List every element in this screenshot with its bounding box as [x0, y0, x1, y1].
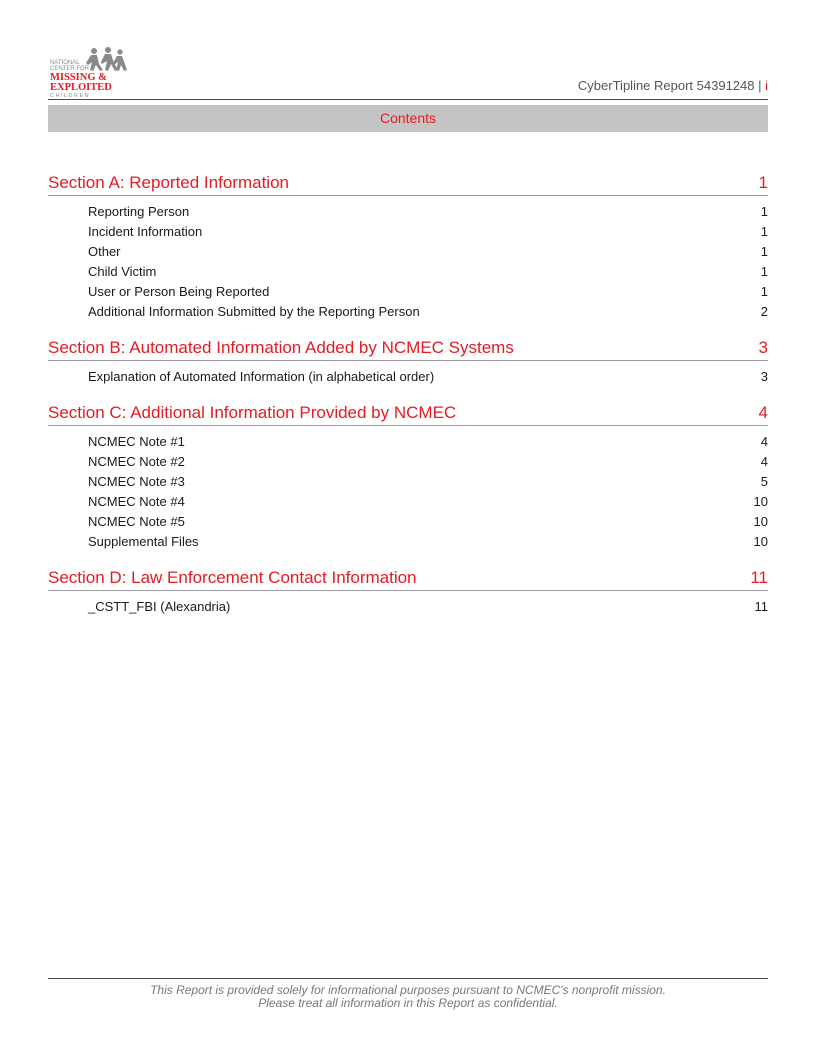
- entry-page: 1: [760, 244, 768, 259]
- toc-entry[interactable]: [48, 532, 768, 552]
- toc-entry[interactable]: [48, 242, 768, 262]
- entry-label: Additional Information Submitted by the Reporting Person: [88, 304, 420, 319]
- section-title: Section D: Law Enforcement Contact Information: [48, 568, 417, 587]
- entry-page: 4: [760, 434, 768, 449]
- header-divider: [48, 99, 768, 100]
- report-id: [578, 78, 768, 93]
- toc-section-heading[interactable]: [48, 172, 768, 196]
- entry-label: NCMEC Note #5: [88, 514, 185, 529]
- section-title: Section B: Automated Information Added by NCMEC Systems: [48, 338, 514, 357]
- entry-page: 1: [760, 264, 768, 279]
- section-page: 11: [750, 568, 768, 587]
- toc-entry[interactable]: [48, 262, 768, 282]
- toc-section-a: [48, 172, 768, 322]
- entry-page: 1: [760, 224, 768, 239]
- toc-entry[interactable]: [48, 202, 768, 222]
- entry-label: Reporting Person: [88, 204, 190, 219]
- section-title: Section A: Reported Information: [48, 173, 289, 192]
- toc-entry[interactable]: [48, 512, 768, 532]
- toc-section-d: [48, 567, 768, 617]
- section-page: 1: [758, 173, 768, 192]
- toc-section-b: [48, 337, 768, 387]
- logo-line-national: NATIONAL: [50, 60, 80, 66]
- toc-entry[interactable]: [48, 452, 768, 472]
- logo-line-children: C H I L D R E N: [50, 93, 89, 99]
- footer-disclaimer: [48, 984, 768, 1010]
- entry-label: NCMEC Note #1: [88, 434, 185, 449]
- entry-label: _CSTT_FBI (Alexandria): [88, 599, 231, 614]
- entry-page: 3: [760, 369, 768, 384]
- entry-page: 10: [753, 514, 768, 529]
- contents-title: Contents: [379, 110, 437, 126]
- footer-divider: [48, 978, 768, 979]
- footer-line-2: Please treat all information in this Report as confidential.: [258, 996, 558, 1010]
- entry-label: NCMEC Note #4: [88, 494, 185, 509]
- contents-title-bar: [48, 105, 768, 132]
- toc-entry[interactable]: [48, 282, 768, 302]
- toc-entry[interactable]: [48, 492, 768, 512]
- entry-page: 11: [754, 599, 768, 614]
- toc-entry[interactable]: [48, 222, 768, 242]
- logo-line-center: CENTER FOR: [50, 66, 89, 72]
- entry-page: 1: [760, 284, 768, 299]
- entry-label: Incident Information: [88, 224, 203, 239]
- entry-page: 10: [753, 534, 768, 549]
- entry-label: Other: [88, 244, 121, 259]
- entry-label: NCMEC Note #3: [88, 474, 185, 489]
- entry-label: User or Person Being Reported: [88, 284, 270, 299]
- logo-line-missing: MISSING &: [50, 72, 107, 83]
- toc-section-heading[interactable]: [48, 567, 768, 591]
- entry-label: Supplemental Files: [88, 534, 199, 549]
- section-page: 4: [758, 403, 768, 422]
- report-label: CyberTipline Report 54391248 |: [577, 78, 762, 93]
- toc-section-heading[interactable]: [48, 402, 768, 426]
- logo-line-exploited: EXPLOITED: [50, 82, 112, 93]
- section-page: 3: [758, 338, 768, 357]
- toc-entry[interactable]: [48, 472, 768, 492]
- toc-entry[interactable]: [48, 597, 768, 617]
- entry-page: 2: [760, 304, 768, 319]
- toc-section-heading[interactable]: [48, 337, 768, 361]
- toc-entry[interactable]: [48, 367, 768, 387]
- entry-page: 4: [760, 454, 768, 469]
- running-children-icon: [86, 47, 127, 71]
- toc-entry[interactable]: [48, 302, 768, 322]
- toc-entry[interactable]: [48, 432, 768, 452]
- footer-line-1: This Report is provided solely for informational purposes pursuant to NCMEC's nonprofit mission.: [150, 983, 666, 997]
- entry-label: Child Victim: [88, 264, 157, 279]
- entry-label: Explanation of Automated Information (in alphabetical order): [88, 369, 435, 384]
- entry-label: NCMEC Note #2: [88, 454, 185, 469]
- page-number: i: [765, 78, 768, 93]
- entry-page: 5: [760, 474, 768, 489]
- entry-page: 10: [753, 494, 768, 509]
- ncmec-logo: [50, 46, 128, 102]
- toc-section-c: [48, 402, 768, 552]
- section-title: Section C: Additional Information Provided by NCMEC: [48, 403, 457, 422]
- table-of-contents: [48, 172, 768, 632]
- entry-page: 1: [760, 204, 768, 219]
